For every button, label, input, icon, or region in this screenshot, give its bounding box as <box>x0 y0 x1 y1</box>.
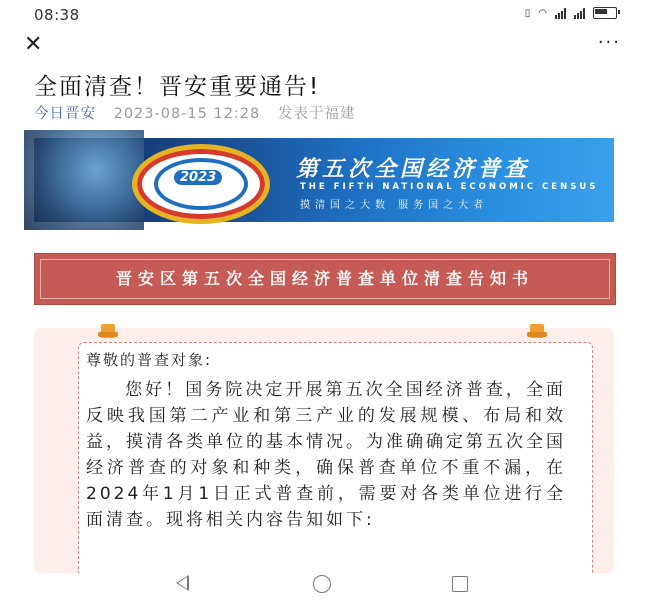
letter-paper <box>78 342 593 574</box>
notice-title: 晋安区第五次全国经济普查单位清查告知书 <box>115 269 534 288</box>
letter-card <box>34 328 614 573</box>
earth-graphic <box>24 130 144 230</box>
battery-icon <box>593 7 617 19</box>
signal-icon <box>555 8 566 19</box>
logo-year: 2023 <box>174 170 222 185</box>
letter-body <box>86 377 566 533</box>
system-indicators <box>525 7 617 19</box>
letter-salutation: 尊敬的普查对象: <box>86 351 213 369</box>
pin-icon <box>101 324 115 338</box>
system-nav-bar <box>0 573 647 600</box>
status-bar <box>0 0 647 30</box>
home-icon[interactable] <box>313 575 331 593</box>
banner-headline: 第五次全国经济普查 <box>296 157 531 182</box>
signal-icon-2 <box>574 8 585 19</box>
recent-apps-icon[interactable] <box>452 576 468 592</box>
publish-time: 2023-08-15 12:28 <box>113 106 261 122</box>
back-icon[interactable] <box>176 575 189 591</box>
article-meta <box>34 102 355 123</box>
close-icon[interactable]: ✕ <box>24 32 43 57</box>
census-banner <box>34 138 614 222</box>
status-time: 08:38 <box>34 6 80 24</box>
banner-english: THE FIFTH NATIONAL ECONOMIC CENSUS <box>300 182 599 192</box>
publish-location: 发表于福建 <box>277 106 356 122</box>
more-icon[interactable]: ··· <box>597 32 621 53</box>
author-link[interactable]: 今日晋安 <box>34 106 96 122</box>
article-title: 全面清查！晋安重要通告! <box>34 74 321 100</box>
vibrate-icon: ▯ <box>524 7 531 19</box>
notice-header <box>34 253 616 305</box>
banner-slogan: 摸清国之大数 服务国之大者 <box>300 200 489 211</box>
letter-paragraph: 您好！国务院决定开展第五次全国经济普查，全面反映我国第二产业和第三产业的发展规模、布局和效益，摸清各类单位的基本情况。为准确确定第五次全国经济普查的对象和种类，确保普查单位不重不漏，在2024年1月1日正式普查前，需要对各类单位进行全面清查。现将相关内容告知如下: <box>86 380 566 530</box>
pin-icon <box>530 324 544 338</box>
wifi-icon: ◠ <box>538 7 547 19</box>
top-nav <box>0 30 647 60</box>
